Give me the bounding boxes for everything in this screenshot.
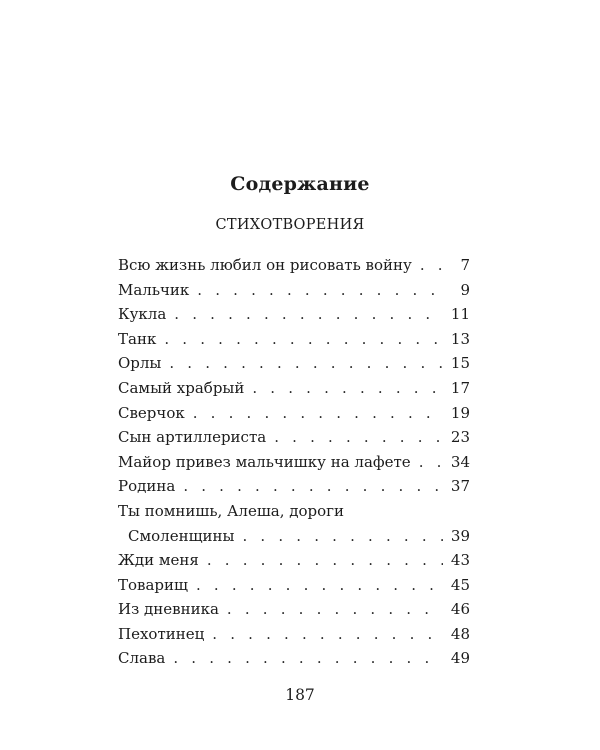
dot-leader (242, 524, 442, 549)
toc-entry (118, 401, 470, 426)
toc-entry (118, 327, 470, 352)
toc-entry-title: Самый храбрый (118, 378, 245, 397)
toc-entry-title: Родина (118, 477, 176, 496)
toc-entry-page: 48 (450, 624, 470, 643)
dot-leader (252, 376, 443, 401)
toc-entry-page: 7 (460, 256, 470, 274)
page-title: Содержание (230, 173, 370, 195)
toc-entry-title: Сверчок (118, 403, 185, 422)
dot-leader (227, 597, 443, 622)
dot-leader (193, 401, 443, 426)
toc-entry-page: 39 (450, 526, 470, 545)
toc-entry-title: Сын артиллериста (118, 428, 267, 447)
dot-leader (419, 450, 443, 475)
toc-entry-title: Мальчик (118, 280, 190, 299)
toc-entry-page: 11 (450, 305, 470, 324)
toc-entry-page: 43 (450, 550, 470, 569)
toc-entry-page: 9 (460, 280, 470, 299)
toc-entry (118, 278, 470, 303)
toc-entry-page: 34 (450, 452, 470, 471)
toc-entry (118, 425, 470, 450)
toc-entry-title: Танк (118, 329, 157, 348)
toc-entry (118, 376, 470, 401)
toc-entry-page: 19 (450, 403, 470, 422)
toc-entry-title: Из дневника (118, 600, 219, 619)
toc-entry (118, 253, 470, 278)
toc-entry (118, 646, 470, 671)
toc-entry (118, 573, 470, 598)
dot-leader (174, 302, 443, 327)
toc-entry-page: 45 (450, 575, 470, 594)
table-of-contents (118, 253, 470, 671)
toc-entry-page: 23 (450, 428, 470, 447)
toc-entry-page: 15 (450, 354, 470, 373)
toc-entry (118, 351, 470, 376)
toc-entry-title: Орлы (118, 354, 162, 373)
dot-leader (212, 622, 443, 647)
toc-entry (118, 450, 470, 475)
toc-entry (118, 597, 470, 622)
dot-leader (173, 646, 443, 671)
page-number: 187 (285, 686, 315, 704)
toc-entry (118, 499, 470, 548)
toc-entry-title: Пехотинец (118, 624, 205, 643)
dot-leader (164, 327, 443, 352)
toc-entry-title: Всю жизнь любил он рисовать войну (118, 256, 412, 274)
toc-entry-title: Майор привез мальчишку на лафете (118, 452, 411, 471)
toc-entry-title: Слава (118, 649, 166, 668)
toc-entry-title: Кукла (118, 305, 167, 324)
dot-leader (183, 474, 443, 499)
toc-entry-title-continued: Смоленщины (128, 526, 235, 545)
toc-entry-title: Жди меня (118, 550, 199, 569)
dot-leader (207, 548, 443, 573)
toc-entry (118, 548, 470, 573)
toc-entry-continuation (118, 524, 470, 549)
toc-entry (118, 622, 470, 647)
toc-entry (118, 302, 470, 327)
toc-entry-page: 49 (450, 649, 470, 668)
dot-leader (274, 425, 443, 450)
dot-leader (169, 351, 443, 376)
toc-entry-page: 17 (450, 378, 470, 397)
toc-entry-title: Ты помнишь, Алеша, дороги (118, 501, 344, 520)
dot-leader (196, 573, 443, 598)
toc-entry-page: 46 (450, 600, 470, 619)
dot-leader (197, 278, 444, 303)
section-heading: СТИХОТВОРЕНИЯ (215, 217, 365, 233)
toc-entry-page: 13 (450, 329, 470, 348)
toc-entry (118, 474, 470, 499)
toc-entry-title: Товарищ (118, 575, 188, 594)
dot-leader (420, 253, 444, 278)
toc-entry-page: 37 (450, 477, 470, 496)
